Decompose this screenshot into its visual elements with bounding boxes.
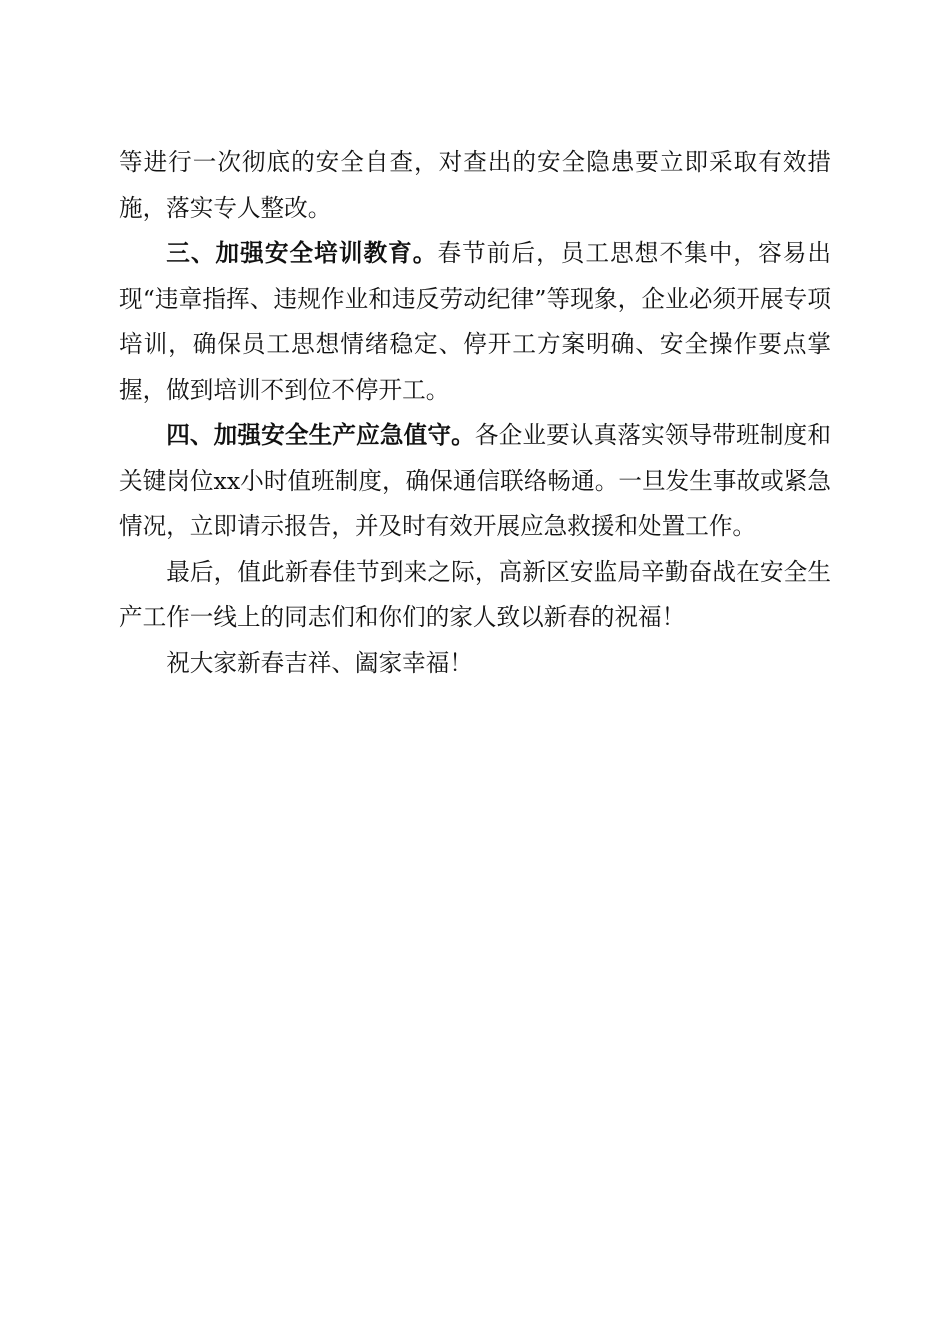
- paragraph-closing: 最后，值此新春佳节到来之际，高新区安监局辛勤奋战在安全生产工作一线上的同志们和你们的家人致以新春的祝福！: [119, 557, 831, 631]
- paragraph-continuation: 等进行一次彻底的安全自查，对查出的安全隐患要立即采取有效措施，落实专人整改。: [119, 148, 831, 222]
- paragraph-training: [119, 231, 831, 413]
- section-body-emergency: 各企业要认真落实领导带班制度和关键岗位xx小时值班制度，确保通信联络畅通。一旦发生事故或紧急情况，立即请示报告，并及时有效开展应急救援和处置工作。: [119, 421, 831, 540]
- section-body-training: 春节前后，员工思想不集中，容易出现“违章指挥、违规作业和违反劳动纪律”等现象，企业必须开展专项培训，确保员工思想情绪稳定、停开工方案明确、安全操作要点掌握，做到培训不到位不停开工。: [119, 239, 832, 404]
- paragraph-greeting: 祝大家新春吉祥、阖家幸福！: [166, 648, 473, 677]
- document-body: [119, 140, 831, 686]
- paragraph-emergency: [119, 413, 831, 550]
- section-heading-training: 三、加强安全培训教育。: [166, 239, 438, 267]
- section-heading-emergency: 四、加强安全生产应急值守。: [166, 421, 475, 449]
